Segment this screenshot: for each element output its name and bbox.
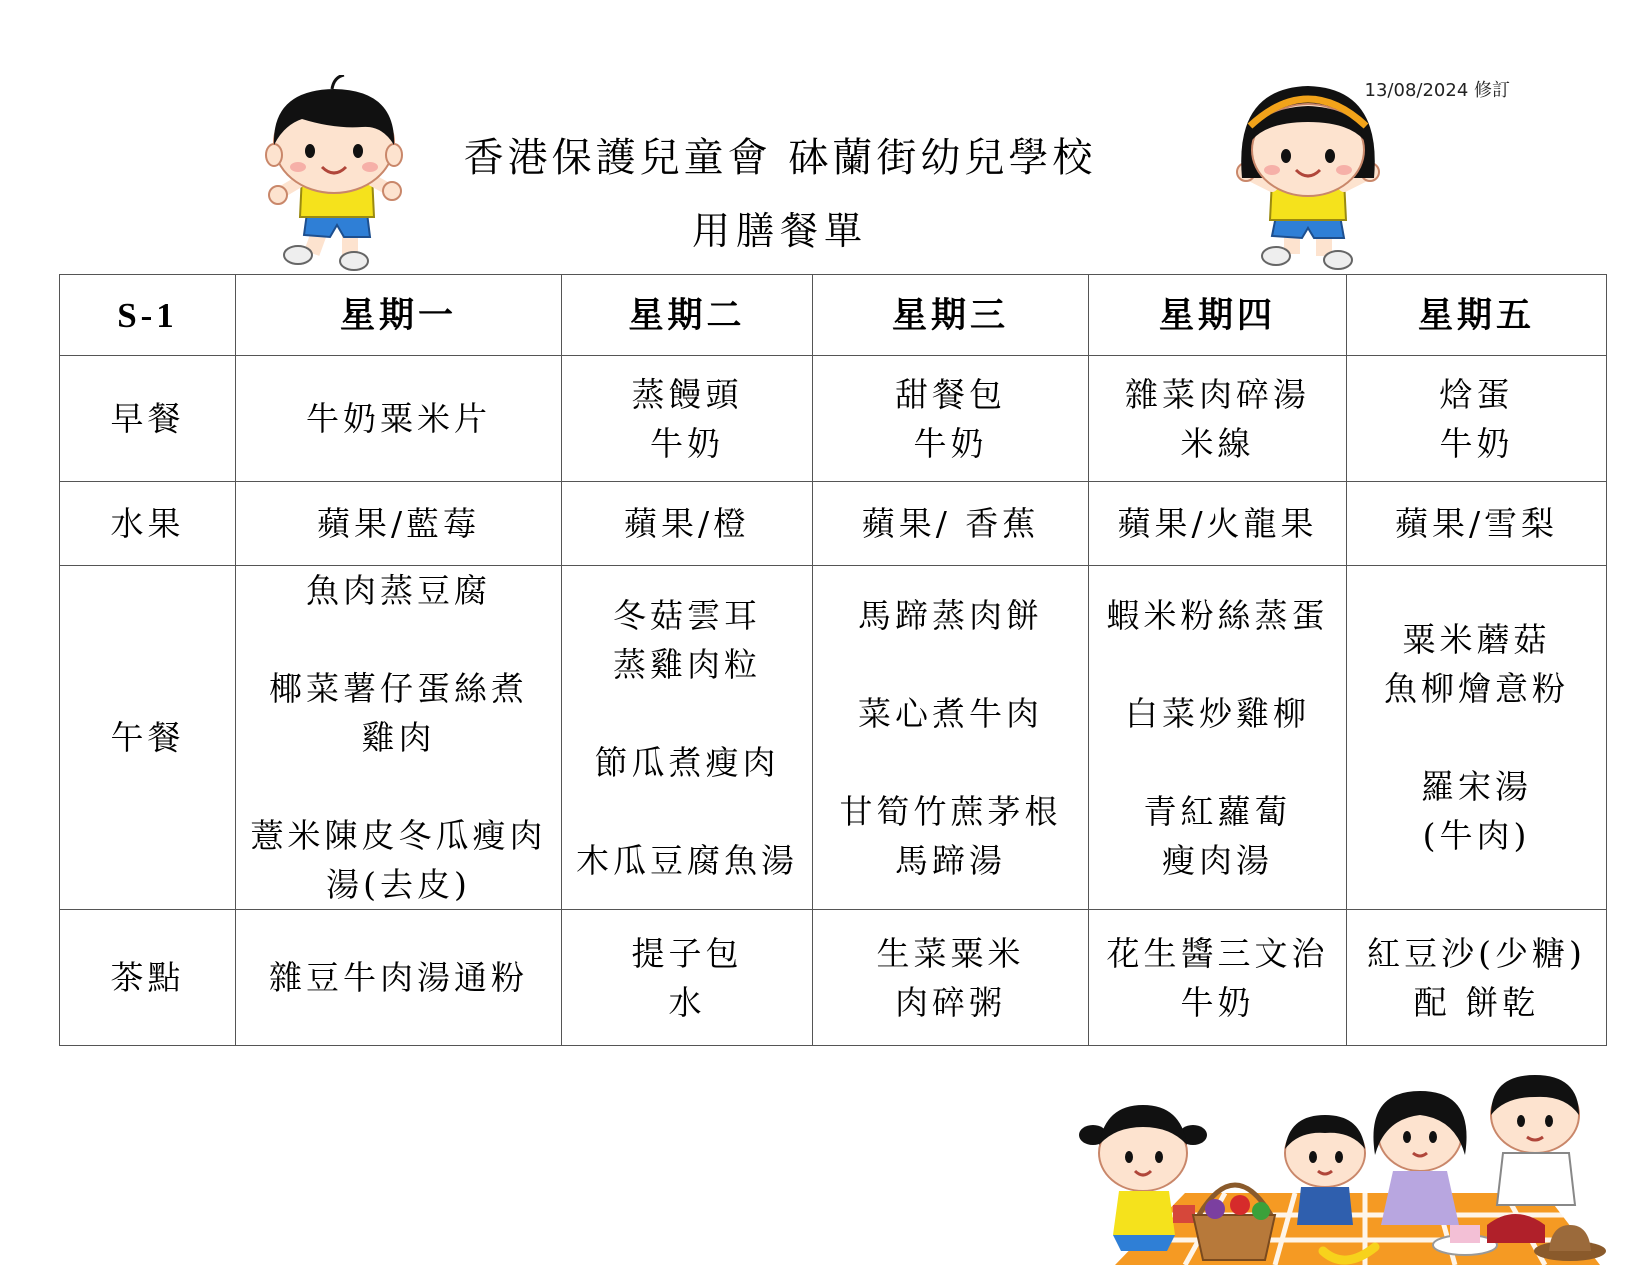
dish-line: 牛奶 <box>913 423 988 463</box>
dish-line: 蘋果/雪梨 <box>1394 504 1559 543</box>
dish-line: 甜餐包 <box>895 374 1006 414</box>
meal-menu-table <box>59 274 1607 1046</box>
dish-line: 木瓜豆腐魚湯 <box>576 840 798 880</box>
menu-cell <box>562 356 813 482</box>
dish-line: 米線 <box>1180 423 1255 463</box>
dish-gap <box>562 689 812 738</box>
meal-label: 早餐 <box>60 356 236 482</box>
dish-gap <box>813 640 1088 689</box>
dish-line: 牛奶 <box>1439 423 1514 463</box>
dish-line: (牛肉) <box>1422 816 1531 855</box>
menu-cell <box>1347 910 1607 1046</box>
dish-line: 甘筍竹蔗茅根 <box>839 791 1062 831</box>
dish-line: 馬蹄蒸肉餅 <box>858 595 1043 635</box>
meal-row <box>60 482 1607 566</box>
day-header: 星期二 <box>562 275 813 356</box>
menu-cell <box>1347 566 1607 910</box>
meal-label: 水果 <box>60 482 236 566</box>
menu-cell <box>1089 910 1347 1046</box>
dish-line: 牛奶粟米片 <box>306 399 491 438</box>
dish-line: 牛奶 <box>650 423 724 463</box>
menu-cell <box>562 482 813 566</box>
menu-cell <box>813 482 1089 566</box>
dish-line: 肉碎粥 <box>895 982 1006 1022</box>
dish-gap <box>1347 713 1606 762</box>
menu-cell <box>1347 482 1607 566</box>
dish-line: 青紅蘿蔔 <box>1143 791 1292 831</box>
dish-gap <box>1089 738 1346 787</box>
dish-line: 牛奶 <box>1180 982 1255 1022</box>
menu-cell <box>236 482 562 566</box>
dish-gap <box>236 615 561 664</box>
menu-cell <box>1089 566 1347 910</box>
menu-cell <box>236 356 562 482</box>
dish-line: 粟米蘑菇 <box>1402 620 1551 659</box>
dish-line: 提子包 <box>631 933 743 973</box>
dish-gap <box>562 787 812 836</box>
dish-line: 椰菜薯仔蛋絲煮 <box>269 669 528 708</box>
dish-line: 瘦肉湯 <box>1162 840 1273 880</box>
meal-row <box>60 910 1607 1046</box>
dish-line: 湯(去皮) <box>326 865 471 904</box>
dish-line: 生菜粟米 <box>876 933 1025 973</box>
dish-gap <box>236 762 561 811</box>
menu-cell <box>813 356 1089 482</box>
dish-gap <box>813 738 1088 787</box>
dish-line: 蘋果/橙 <box>623 504 751 543</box>
dish-line: 魚柳燴意粉 <box>1384 669 1569 708</box>
day-header: 星期一 <box>236 275 562 356</box>
menu-cell <box>236 566 562 910</box>
menu-cell <box>813 910 1089 1046</box>
dish-line: 配 餅乾 <box>1413 982 1540 1022</box>
menu-cell <box>562 910 813 1046</box>
dish-line: 菜心煮牛肉 <box>858 693 1043 733</box>
meal-row <box>60 566 1607 910</box>
menu-cell <box>1089 356 1347 482</box>
meal-label: 茶點 <box>60 910 236 1046</box>
menu-cell <box>1347 356 1607 482</box>
meal-row <box>60 356 1607 482</box>
dish-line: 節瓜煮瘦肉 <box>594 742 780 782</box>
dish-line: 馬蹄湯 <box>895 840 1006 880</box>
revision-date: 13/08/2024 修訂 <box>1364 80 1510 101</box>
school-title: 香港保護兒童會 砵蘭街幼兒學校 <box>463 135 1097 181</box>
day-header: 星期三 <box>813 275 1089 356</box>
dish-line: 蘋果/ 香蕉 <box>861 504 1040 543</box>
menu-cell <box>1089 482 1347 566</box>
day-header-row <box>60 275 1607 356</box>
dish-line: 薏米陳皮冬瓜瘦肉 <box>250 816 547 855</box>
dish-line: 蝦米粉絲蒸蛋 <box>1106 595 1329 635</box>
day-header: 星期四 <box>1089 275 1347 356</box>
dish-line: 雜菜肉碎湯 <box>1125 374 1310 414</box>
dish-line: 蒸雞肉粒 <box>613 644 761 684</box>
dish-line: 雞肉 <box>361 718 436 757</box>
meal-label: 午餐 <box>60 566 236 910</box>
dish-line: 羅宋湯 <box>1421 767 1532 806</box>
day-header: 星期五 <box>1347 275 1607 356</box>
dish-gap <box>1089 640 1346 689</box>
dish-line: 紅豆沙(少糖) <box>1367 933 1586 973</box>
class-code: S-1 <box>60 275 236 356</box>
menu-cell <box>236 910 562 1046</box>
dish-line: 冬菇雲耳 <box>613 595 761 635</box>
dish-line: 蒸饅頭 <box>631 374 743 414</box>
menu-cell <box>562 566 813 910</box>
family-picnic-cartoon-icon <box>1075 1075 1615 1275</box>
dish-line: 白菜炒雞柳 <box>1125 693 1310 733</box>
menu-cell <box>813 566 1089 910</box>
dish-line: 蘋果/火龍果 <box>1117 504 1318 543</box>
dish-line: 蘋果/藍莓 <box>316 504 481 543</box>
dish-line: 魚肉蒸豆腐 <box>306 571 491 610</box>
dish-line: 水 <box>668 982 706 1022</box>
dish-line: 焓蛋 <box>1439 374 1514 414</box>
dish-line: 花生醬三文治 <box>1106 933 1329 973</box>
menu-subtitle: 用膳餐單 <box>691 209 868 253</box>
dish-line: 雜豆牛肉湯通粉 <box>269 958 528 997</box>
